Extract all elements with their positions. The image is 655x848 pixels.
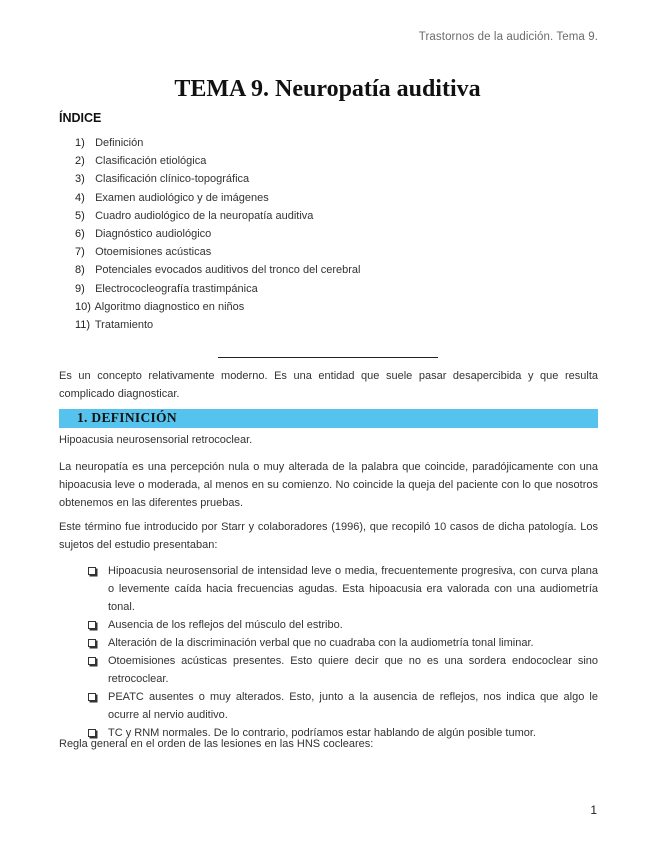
toc-item-label: Diagnóstico audiológico — [95, 227, 212, 240]
toc-item-number: 10) — [75, 300, 91, 313]
list-item-text: TC y RNM normales. De lo contrario, podríamos estar hablando de algún posible tumor. — [108, 727, 536, 739]
checkbox-bullet-icon — [88, 567, 96, 575]
list-item-text: PEATC ausentes o muy alterados. Esto, junto a la ausencia de reflejos, nos indica que algo le ocurre al nervio auditivo. — [108, 691, 598, 721]
toc-item[interactable] — [75, 246, 360, 264]
list-item — [88, 688, 598, 724]
toc-item[interactable] — [75, 228, 360, 246]
definition-paragraph: Hipoacusia neurosensorial retrococlear. — [59, 434, 253, 446]
checkbox-bullet-icon — [88, 639, 96, 647]
list-item-text: Ausencia de los reflejos del músculo del estribo. — [108, 619, 343, 631]
toc-item-number: 8) — [75, 264, 85, 277]
toc-item[interactable] — [75, 301, 360, 319]
section-heading: 1. DEFINICIÓN — [77, 410, 177, 425]
toc-item-number: 1) — [75, 137, 85, 149]
toc-item-number: 9) — [75, 282, 85, 295]
toc-item[interactable] — [75, 319, 360, 337]
toc-item-label: Examen audiológico y de imágenes — [95, 191, 269, 204]
list-item-text: Hipoacusia neurosensorial de intensidad leve o media, frecuentemente progresiva, con curva plana o levemente caída hacia frecuencias agudas. Esta hipoacusia era valorada con una audiometría tonal. — [108, 565, 598, 613]
toc-item[interactable] — [75, 210, 360, 228]
section-divider — [218, 357, 438, 358]
toc-item-number: 4) — [75, 191, 85, 204]
toc-item-label: Electrococleografía trastimpánica — [95, 282, 258, 295]
checkbox-bullet-icon — [88, 657, 96, 665]
list-item — [88, 562, 598, 616]
rule-paragraph: Regla general en el orden de las lesiones en las HNS cocleares: — [59, 738, 374, 750]
toc-item-label: Clasificación etiológica — [95, 155, 207, 168]
toc-item-label: Otoemisiones acústicas — [95, 246, 212, 259]
toc-item-label: Algoritmo diagnostico en niños — [94, 300, 245, 313]
starr-paragraph: Este término fue introducido por Starr y colaboradores (1996), que recopiló 10 casos de dicha patología. Los sujetos del estudio presentaban: — [59, 521, 598, 551]
checkbox-bullet-icon — [88, 693, 96, 701]
document-title: TEMA 9. Neuropatía auditiva — [174, 76, 481, 102]
checkbox-bullet-icon — [88, 621, 96, 629]
section-heading-bar — [59, 409, 598, 428]
toc-item-label: Cuadro audiológico de la neuropatía auditiva — [95, 209, 314, 222]
running-header: Trastornos de la audición. Tema 9. — [418, 31, 598, 43]
toc-item-label: Tratamiento — [94, 318, 154, 331]
toc-item-number: 5) — [75, 209, 85, 222]
index-heading: ÍNDICE — [59, 111, 102, 125]
table-of-contents — [75, 137, 360, 337]
toc-item-number: 6) — [75, 227, 85, 240]
toc-item-number: 11) — [75, 318, 91, 331]
list-item — [88, 616, 598, 634]
toc-item-label: Clasificación clínico-topográfica — [95, 173, 250, 186]
toc-item-label: Potenciales evocados auditivos del tronco del cerebral — [95, 264, 361, 277]
list-item — [88, 652, 598, 688]
toc-item-number: 2) — [75, 155, 85, 168]
list-item — [88, 634, 598, 652]
intro-paragraph: Es un concepto relativamente moderno. Es una entidad que suele pasar desapercibida y que resulta complicado diagnosticar. — [59, 370, 598, 400]
toc-item[interactable] — [75, 173, 360, 191]
toc-item[interactable] — [75, 155, 360, 173]
neuropathy-paragraph: La neuropatía es una percepción nula o muy alterada de la palabra que coincide, paradójicamente con una hipoacusia leve o moderada, al menos en su comienzo. No coincide la queja del paciente con lo que nosotros obtenemos en las diferentes pruebas. — [59, 461, 598, 509]
toc-item[interactable] — [75, 137, 360, 155]
toc-item[interactable] — [75, 264, 360, 282]
toc-item-number: 3) — [75, 173, 85, 186]
list-item-text: Otoemisiones acústicas presentes. Esto quiere decir que no es una sordera endococlear sino retrococlear. — [108, 655, 598, 685]
toc-item-number: 7) — [75, 246, 85, 259]
page-number: 1 — [590, 803, 597, 817]
list-item-text: Alteración de la discriminación verbal que no cuadraba con la audiometría tonal liminar. — [108, 637, 534, 649]
toc-item[interactable] — [75, 283, 360, 301]
toc-item[interactable] — [75, 192, 360, 210]
findings-list — [88, 562, 598, 742]
toc-item-label: Definición — [95, 137, 144, 149]
